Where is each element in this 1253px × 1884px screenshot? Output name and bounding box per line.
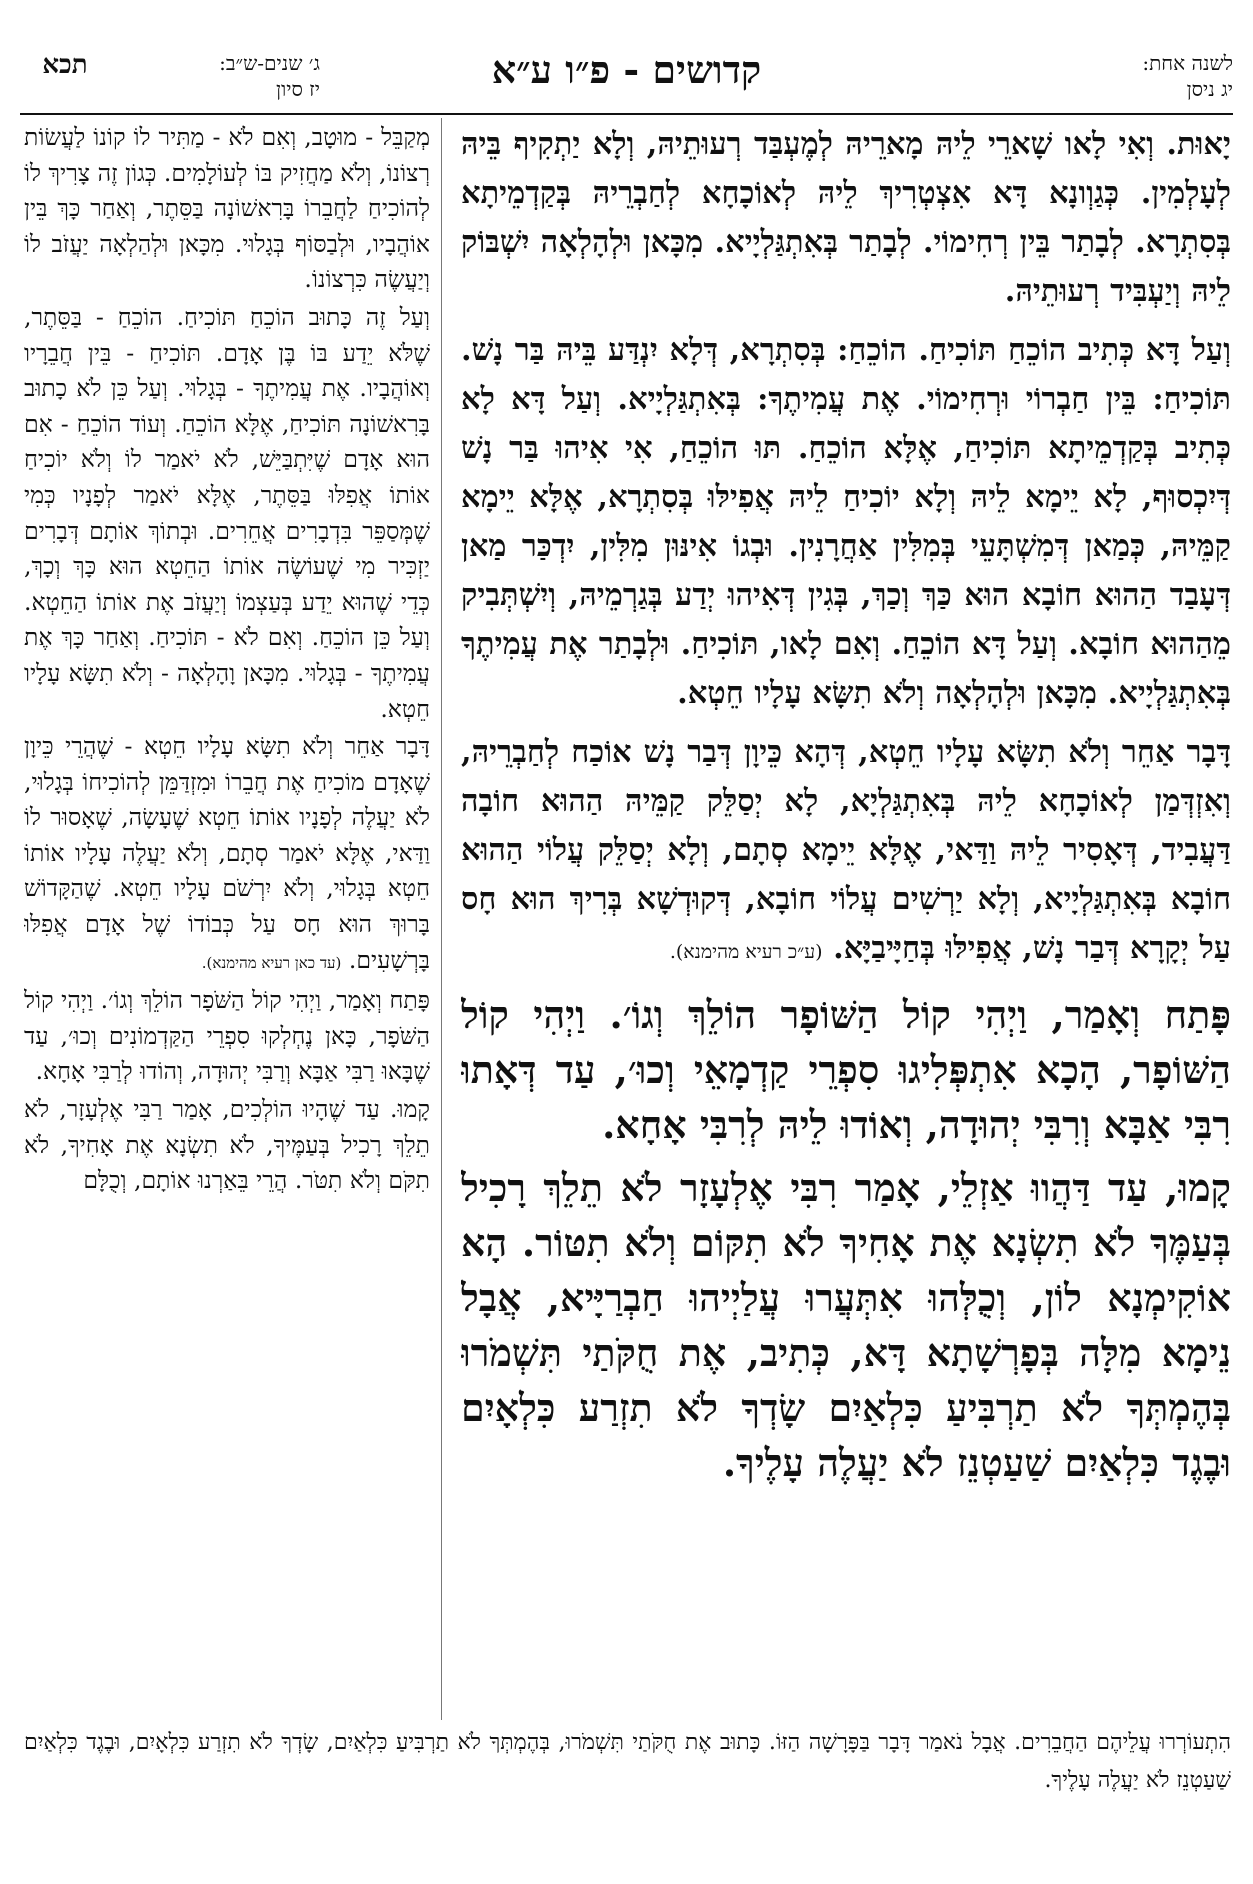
footer-continuation-text: הִתְעוֹרְרוּ עֲלֵיהֶם הַחֲבֵרִים. אֲבָל נֹאמַר דָּבָר בַּפָּרָשָׁה הַזּוֹ. כָּתוּב אֶת חֻקֹּתַי תִּשְׁמֹרוּ, בְּהֶמְתְּךָ לֹא תַרְבִּיעַ כִּלְאַיִם, שָׂדְךָ לֹא תִזְרַע כִּלְאָיִם, וּבֶגֶד כִּלְאַיִם שַׁעַטְנֵז לֹא יַעֲלֶה עָלֶיךָ. xyxy=(24,1730,1231,1793)
header-left-block xyxy=(120,50,320,102)
main-paragraph: וְעַל דָּא כְּתִיב הוֹכֵחַ תּוֹכִיחַ. הוֹכֵחַ: בְּסִתְרָא, דְּלָא יִנְדַּע בֵּיהּ בַּר נָשׁ. תּוֹכִיחַ: בֵּין חַבְרוֹי וּרְחִימוֹי. אֶת עֲמִיתֶךָ: בְּאִתְגַּלְיָיא. וְעַל דָּא לָא כְּתִיב בְּקַדְמֵיתָא תּוֹכִיחַ, אֶלָּא הוֹכֵחַ. תּוּ הוֹכֵחַ, אִי אִיהוּ בַּר נָשׁ דְּיִכְסוּף, לָא יֵימָא לֵיהּ וְלָא יוֹכִיחַ לֵיהּ אֲפִילּוּ בְּסִתְרָא, אֶלָּא יֵימָא קַמֵּיהּ, כְּמַאן דְּמִשְׁתָּעֵי בְּמִלִּין אַחֲרָנִין. וּבְגוֹ אִינּוּן מִלִּין, יִדְכַּר מַאן דְּעָבַד הַהוּא חוֹבָא הוּא כַּךְ וְכַךְ, בְּגִין דְּאִיהוּ יְדַע בְּגַרְמֵיהּ, וְיִשְׁתְּבִיק מֵהַהוּא חוֹבָא. וְעַל דָּא הוֹכֵחַ. וְאִם לָאו, תּוֹכִיחַ. וּלְבָתַר אֶת עֲמִיתֶךָ בְּאִתְגַּלְיָיא. מִכָּאן וּלְהָלְאָה וְלֹא תִשָּׂא עָלָיו חֵטְא. xyxy=(461,332,1231,711)
main-text-column xyxy=(461,120,1231,1718)
translation-paragraph: וְעַל זֶה כָּתוּב הוֹכֵחַ תּוֹכִיחַ. הוֹכֵחַ - בַּסֵּתֶר, שֶׁלֹּא יֵדַע בּוֹ בֶּן אָדָם. תּוֹכִיחַ - בֵּין חֲבֵרָיו וְאוֹהֲבָיו. אֶת עֲמִיתֶךָ - בְּגָלוּי. וְעַל כֵּן לֹא כָתוּב בָּרִאשׁוֹנָה תּוֹכִיחַ, אֶלָּא הוֹכֵחַ. וְעוֹד הוֹכֵחַ - אִם הוּא אָדָם שֶׁיִּתְבַּיֵּשׁ, לֹא יֹאמַר לוֹ וְלֹא יוֹכִיחַ אוֹתוֹ אֲפִלּוּ בַּסֵּתֶר, אֶלָּא יֹאמַר לְפָנָיו כְּמִי שֶׁמְּסַפֵּר בִּדְבָרִים אֲחֵרִים. וּבְתוֹךְ אוֹתָם דְּבָרִים יַזְכִּיר מִי שֶׁעוֹשֶׂה אוֹתוֹ הַחֵטְא הוּא כָּךְ וְכָךְ, כְּדֵי שֶׁהוּא יֵדַע בְּעַצְמוֹ וְיַעֲזֹב אֶת אוֹתוֹ הַחֵטְא. וְעַל כֵּן הוֹכֵחַ. וְאִם לֹא - תּוֹכִיחַ. וְאַחַר כָּךְ אֶת עֲמִיתֶךָ - בְּגָלוּי. מִכָּאן וָהָלְאָה - וְלֹא תִשָּׂא עָלָיו חֵטְא. xyxy=(24,302,430,723)
page-number: תכא xyxy=(42,50,88,80)
translation-paragraph: מְקַבֵּל - מוּטָב, וְאִם לֹא - מַתִּיר לוֹ קוֹנוֹ לַעֲשׂוֹת רְצוֹנוֹ, וְלֹא מַחֲזִיק בּוֹ לְעוֹלָמִים. כְּגוֹן זֶה צָרִיךְ לוֹ לְהוֹכִיחַ לַחֲבֵרוֹ בָּרִאשׁוֹנָה בַּסֵּתֶר, וְאַחַר כָּךְ בֵּין אוֹהֲבָיו, וּלְבַסּוֹף בְּגָלוּי. מִכָּאן וּלְהַלְאָה יַעֲזֹב לוֹ וְיַעֲשֶׂה כִּרְצוֹנוֹ. xyxy=(24,123,430,294)
translation-paragraph: קָמוּ. עַד שֶׁהָיוּ הוֹלְכִים, אָמַר רַבִּי אֶלְעָזָר, לֹא תֵלֵךְ רָכִיל בְּעַמֶּיךָ, לֹא תִשְׂנָא אֶת אָחִיךָ, לֹא תִקֹּם וְלֹא תִטֹּר. הֲרֵי בֵּאַרְנוּ אוֹתָם, וְכֻלָּם xyxy=(24,1095,430,1195)
column-divider xyxy=(441,118,442,1720)
page-title: קדושים - פ״ו ע״א xyxy=(491,47,762,92)
main-paragraph: קָמוּ, עַד דַּהֲווּ אַזְלֵי, אָמַר רִבִּי אֶלְעָזָר לֹא תֵלֵךְ רָכִיל בְּעַמֶּךָ לֹא תִשְׂנָא אֶת אָחִיךָ לֹא תִקּוֹם וְלֹא תִטּוֹר. הָא אוֹקִימְנָא לוֹן, וְכֻלְּהוּ אִתְּעֲרוּ עֲלַיְיהוּ חַבְרַיָּיא, אֲבָל נֵימָא מִלָּה בְּפָרְשָׁתָא דָּא, כְּתִיב, אֶת חֻקֹּתַי תִּשְׁמֹרוּ בְּהֶמְתְּךָ לֹא תַרְבִּיעַ כִּלְאַיִם שָׂדְךָ לֹא תִזְרַע כִּלְאָיִם וּבֶגֶד כִּלְאַיִם שַׁעַטְנֵז לֹא יַעֲלֶה עָלֶיךָ. xyxy=(461,1165,1231,1485)
header-right-line1: לשנה אחת: xyxy=(1142,51,1233,75)
header-right-line2: יג ניסן xyxy=(1186,77,1233,101)
translation-paragraph: פָּתַח וְאָמַר, וַיְהִי קוֹל הַשֹּׁפָר הוֹלֵךְ וְגוֹ׳. וַיְהִי קוֹל הַשֹּׁפָר, כָּאן נֶחְלְקוּ סִפְרֵי הַקַּדְמוֹנִים וְכוּ׳, עַד שֶׁבָּאוּ רַבִּי אַבָּא וְרַבִּי יְהוּדָה, וְהוֹדוּ לְרַבִּי אָחָא. xyxy=(24,986,430,1086)
main-paragraph xyxy=(461,728,1231,977)
translation-column xyxy=(24,120,430,1718)
translation-paragraph-text: דָּבָר אַחֵר וְלֹא תִשָּׂא עָלָיו חֵטְא - שֶׁהֲרֵי כֵּיוָן שֶׁאָדָם מוֹכִיחַ אֶת חֲבֵרוֹ וּמִזְדַּמֵּן לְהוֹכִיחוֹ בְּגָלוּי, לֹא יַעֲלֶה לְפָנָיו אוֹתוֹ חֵטְא שֶׁעָשָׂה, שֶׁאָסוּר לוֹ וַדַּאי, אֶלָּא יֹאמַר סְתָם, וְלֹא יַעֲלֶה עָלָיו אוֹתוֹ חֵטְא בְּגָלוּי, וְלֹא יִרְשֹׁם עָלָיו חֵטְא. שֶׁהַקָּדוֹשׁ בָּרוּךְ הוּא חָס עַל כְּבוֹדוֹ שֶׁל אָדָם אֲפִלּוּ בָּרְשָׁעִים. xyxy=(24,732,430,974)
translation-citation: (עד כאן רעיא מהימנא). xyxy=(201,953,342,972)
main-paragraph: פָּתַח וְאָמַר, וַיְהִי קוֹל הַשּׁוֹפָר הוֹלֵךְ וְגוֹ׳. וַיְהִי קוֹל הַשּׁוֹפָר, הָכָא אִתְפְּלִיגוּ סִפְרֵי קַדְמָאֵי וְכוּ׳, עַד דְּאָתוּ רִבִּי אַבָּא וְרִבִּי יְהוּדָה, וְאוֹדוּ לֵיהּ לְרִבִּי אָחָא. xyxy=(461,992,1231,1147)
main-paragraph: יָאוּת. וְאִי לָאו שָׁארֵי לֵיהּ מָארֵיהּ לְמֶעְבַּד רְעוּתֵיהּ, וְלָא יַתְקִיף בֵּיהּ לְעָלְמִין. כְּגַוְונָא דָּא אִצְטְרִיךְ לֵיהּ לְאוֹכָחָא לְחַבְרֵיהּ בְּקַדְמֵיתָא בְּסִתְרָא. לְבָתַר בֵּין רְחִימוֹי. לְבָתַר בְּאִתְגַּלְיָיא. מִכָּאן וּלְהָלְאָה יִשְׁבּוֹק לֵיהּ וְיַעְבִּיד רְעוּתֵיהּ. xyxy=(461,126,1231,309)
main-paragraph-text: דָּבָר אַחֵר וְלֹא תִשָּׂא עָלָיו חֵטְא, דְּהָא כֵּיוָן דְּבַר נָשׁ אוֹכַח לְחַבְרֵיהּ, וְאִזְדְּמַן לְאוֹכָחָא לֵיהּ בְּאִתְגַּלְיָא, לָא יְסַלֵּק קַמֵּיהּ הַהוּא חוֹבָה דַּעֲבִיד, דְּאָסִיר לֵיהּ וַדַּאי, אֶלָּא יֵימָא סְתָם, וְלָא יְסַלֵּק עֲלוֹי הַהוּא חוֹבָא בְּאִתְגַּלְיָיא, וְלָא יַרְשִׁים עֲלוֹי חוֹבָא, דְּקוּדְשָׁא בְּרִיךְ הוּא חָס עַל יְקָרָא דְּבַר נָשׁ, אֲפִילּוּ בְּחַיָּיבַיָּא. xyxy=(461,734,1231,966)
header-left-line2: יז סיון xyxy=(275,77,320,101)
header-left-line1: ג׳ שנים-ש״ב: xyxy=(219,51,320,75)
main-citation: (ע״כ רעיא מהימנא). xyxy=(669,941,823,963)
translation-paragraph xyxy=(24,729,430,981)
header-divider xyxy=(20,113,1233,115)
page-header xyxy=(20,46,1233,112)
